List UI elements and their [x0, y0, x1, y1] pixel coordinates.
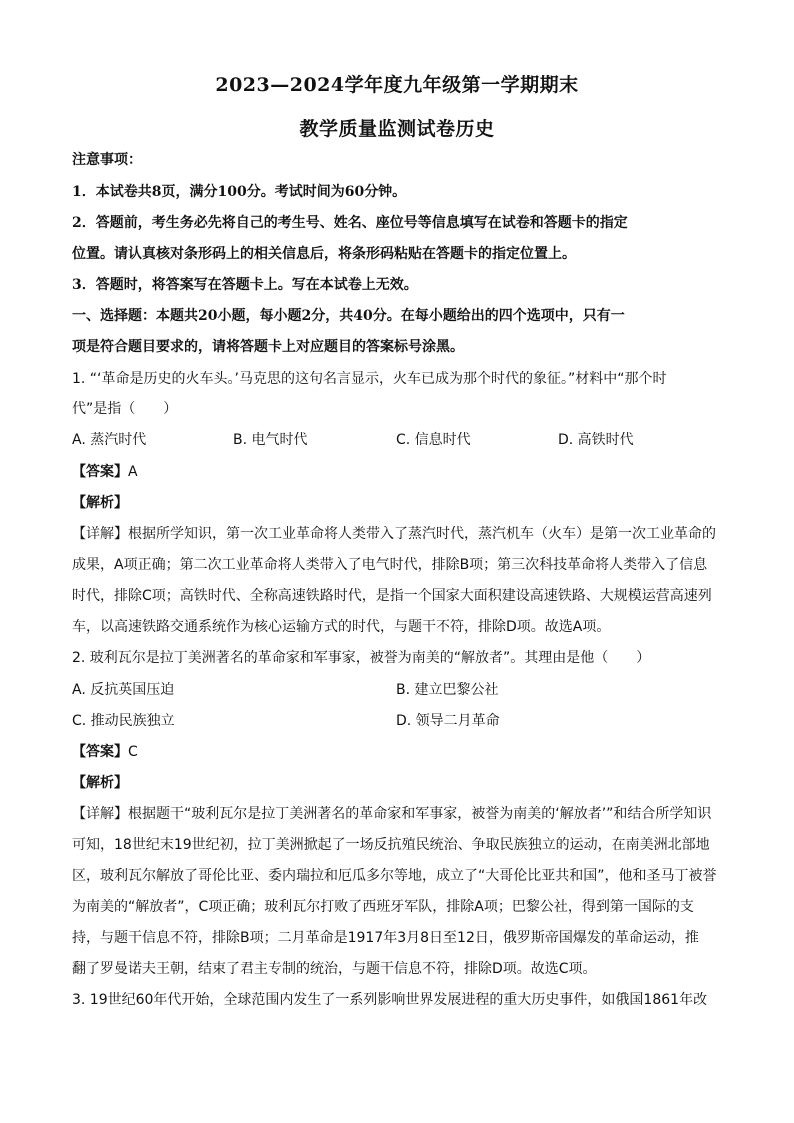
q1-analysis-label: 【解析】: [72, 495, 128, 511]
notice-item-1: 1．本试卷共8页，满分100分。考试时间为60分钟。: [72, 184, 407, 200]
notice-item-2-line1: 2．答题前，考生务必先将自己的考生号、姓名、座位号等信息填写在试卷和答题卡的指定: [72, 215, 628, 231]
q2-stem-line1: 2. 玻利瓦尔是拉丁美洲著名的革命家和军事家，被誉为南美的“解放者”。其理由是他（ ）: [72, 650, 651, 666]
q2-detail-line4: 为南美的“解放者”，C项正确；玻利瓦尔打败了西班牙军队，排除A项；巴黎公社，得到第一国际的支: [72, 899, 694, 915]
section-1-intro-line1: 一、选择题：本题共20小题，每小题2分，共40分。在每小题给出的四个选项中，只有一: [72, 308, 625, 324]
q2-answer: [72, 742, 722, 762]
notice-item-2-line2: 位置。请认真核对条形码上的相关信息后，将条形码粘贴在答题卡的指定位置上。: [72, 246, 576, 262]
q1-option-c: C. 信息时代: [396, 432, 471, 448]
q1-answer-value: A: [128, 464, 138, 480]
q1-answer: [72, 462, 722, 482]
q1-stem-line1: 1. “‘革命是历史的火车头。’马克思的这句名言显示，火车已成为那个时代的象征。”材料中“那个时: [72, 371, 667, 387]
q2-option-a: A. 反抗英国压迫: [72, 682, 175, 698]
section-1-intro-line2: 项是符合题目要求的，请将答题卡上对应题目的答案标号涂黑。: [72, 339, 464, 355]
q2-detail-line1: 【详解】根据题干“玻利瓦尔是拉丁美洲著名的革命家和军事家，被誉为南美的‘解放者’”和结合所学知识: [72, 806, 712, 822]
notice-item-3: 3．答题时，将答案写在答题卡上。写在本试卷上无效。: [72, 277, 418, 293]
q1-option-d: D. 高铁时代: [558, 432, 634, 448]
q2-answer-value: C: [128, 744, 138, 760]
q1-answer-label: 【答案】: [72, 464, 128, 480]
q2-option-d: D. 领导二月革命: [396, 713, 500, 729]
q2-detail-line6: 翻了罗曼诺夫王朝，结束了君主专制的统治，与题干信息不符，排除D项。故选C项。: [72, 961, 597, 977]
q2-option-c: C. 推动民族独立: [72, 713, 175, 729]
q1-stem-line2: 代”是指（ ）: [72, 401, 178, 417]
q2-detail-line5: 持，与题干信息不符，排除B项；二月革命是1917年3月8日至12日，俄罗斯帝国爆发的革命运动，推: [72, 930, 699, 946]
q2-detail-line3: 区，玻利瓦尔解放了哥伦比亚、委内瑞拉和厄瓜多尔等地，成立了“大哥伦比亚共和国”，他和圣马丁被誉: [72, 868, 717, 884]
q1-detail-line4: 车，以高速铁路交通系统作为核心运输方式的时代，与题干不符，排除D项。故选A项。: [72, 619, 611, 635]
q2-analysis-label: 【解析】: [72, 775, 128, 791]
q1-detail-line3: 时代，排除C项；高铁时代、全称高速铁路时代，是指一个国家大面积建设高速铁路、大规模运营高速列: [72, 588, 712, 604]
q2-option-b: B. 建立巴黎公社: [396, 682, 499, 698]
q2-detail-line2: 可知，18世纪末19世纪初，拉丁美洲掀起了一场反抗殖民统治、争取民族独立的运动，在南美洲北部地: [72, 837, 710, 853]
notice-heading: 注意事项：: [72, 152, 142, 168]
q1-detail-line2: 成果，A项正确；第二次工业革命将人类带入了电气时代，排除B项；第三次科技革命将人类带入了信息: [72, 557, 708, 573]
q1-option-b: B. 电气时代: [233, 432, 308, 448]
exam-title-line2: 教学质量监测试卷历史: [299, 118, 495, 140]
exam-title-line1: 2023—2024学年度九年级第一学期期末: [215, 74, 579, 96]
q2-answer-label: 【答案】: [72, 744, 128, 760]
q1-detail-line1: 【详解】根据所学知识，第一次工业革命将人类带入了蒸汽时代，蒸汽机车（火车）是第一次工业革命的: [72, 526, 716, 542]
q1-option-a: A. 蒸汽时代: [72, 432, 147, 448]
q3-stem-line1: 3. 19世纪60年代开始，全球范围内发生了一系列影响世界发展进程的重大历史事件，如俄国1861年改: [72, 992, 708, 1008]
